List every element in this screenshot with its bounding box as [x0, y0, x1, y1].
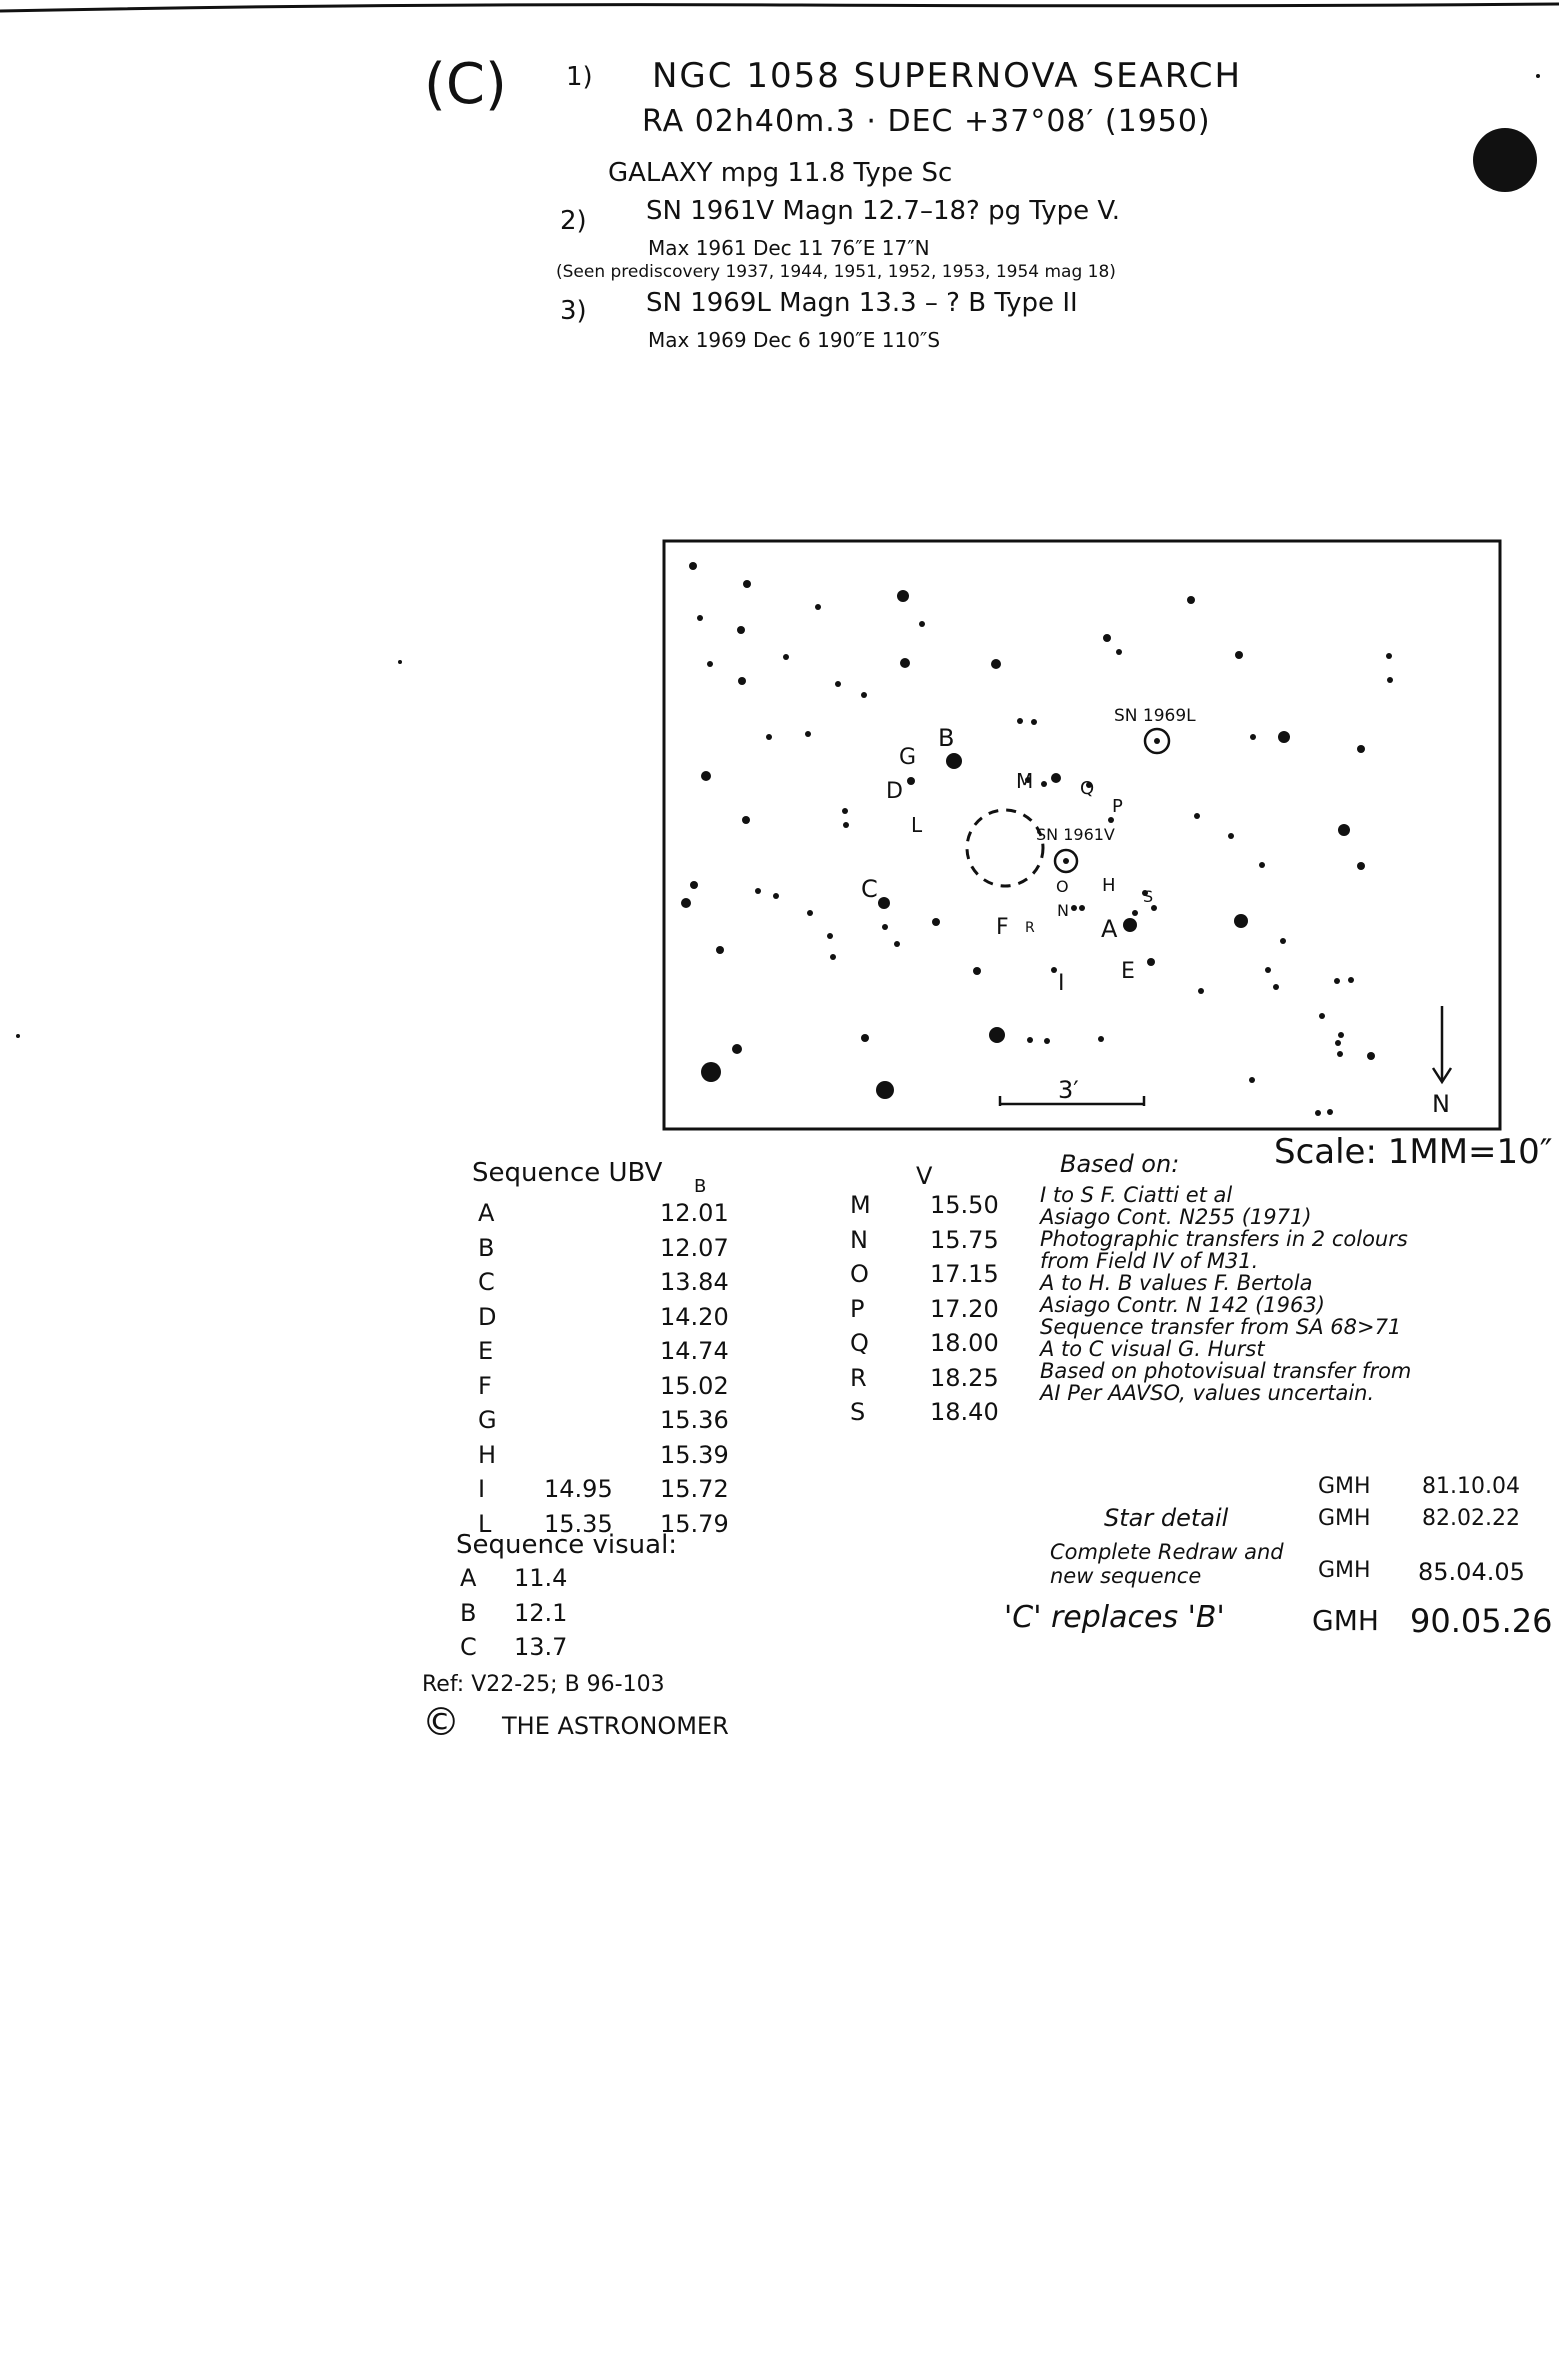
chart-star	[1249, 1077, 1255, 1083]
chart-star	[882, 924, 888, 930]
revision-3-by: GMH	[1318, 1558, 1371, 1583]
sequence-v-value: 15.50	[930, 1191, 999, 1219]
sequence-ubv-star: B	[478, 1233, 495, 1262]
chart-star	[1027, 1037, 1033, 1043]
chart-star	[897, 590, 909, 602]
sequence-visual-value: 12.1	[514, 1598, 568, 1627]
sequence-v-value: 18.25	[930, 1363, 999, 1392]
sequence-ubv-b-header: B	[694, 1176, 707, 1197]
sequence-ubv-b-value: 15.36	[660, 1406, 729, 1434]
chart-star	[932, 918, 940, 926]
chart-star	[894, 941, 900, 947]
sn1969-magnitude: SN 1969L Magn 13.3 – ? B Type II	[646, 288, 1078, 318]
chart-label-M: M	[1016, 769, 1034, 793]
chart-star	[1044, 1038, 1050, 1044]
sn1969-label: SN 1969L	[1114, 706, 1196, 726]
chart-star	[843, 822, 849, 828]
sequence-ubv-v-value	[544, 1334, 613, 1369]
chart-label-S: S	[1143, 887, 1154, 906]
chart-star	[1123, 918, 1137, 932]
chart-star	[1259, 862, 1265, 868]
sequence-ubv-b-value: 14.20	[660, 1302, 729, 1331]
chart-star	[1194, 813, 1200, 819]
revision-2-by: GMH	[1318, 1506, 1371, 1531]
based-on-line: Asiago Cont. N255 (1971)	[1040, 1205, 1312, 1229]
chart-label-O: O	[1056, 877, 1069, 896]
chart-label-C: C	[861, 875, 878, 903]
sequence-ubv-v-value	[544, 1369, 613, 1404]
chart-star	[1071, 905, 1077, 911]
chart-star	[1319, 1013, 1325, 1019]
chart-star	[1273, 984, 1279, 990]
chart-star	[697, 615, 703, 621]
chart-star	[1147, 958, 1155, 966]
sequence-v-value: 18.00	[930, 1329, 999, 1357]
sequence-v-star: O	[850, 1260, 869, 1288]
chart-star	[742, 816, 750, 824]
chart-star	[815, 604, 821, 610]
chart-star	[900, 658, 910, 668]
sequence-v-stars	[850, 1188, 871, 1430]
chart-label-I: I	[1058, 971, 1065, 996]
north-label: N	[1432, 1090, 1450, 1118]
chart-star	[766, 734, 772, 740]
sn1969-maximum: Max 1969 Dec 6 190″E 110″S	[648, 328, 941, 352]
chart-label-Q: Q	[1080, 778, 1095, 799]
sequence-visual-stars	[460, 1564, 477, 1668]
chart-star	[878, 897, 890, 909]
scale-bar-label: 3′	[1058, 1076, 1079, 1104]
sn1961-label: SN 1961V	[1036, 825, 1115, 844]
sequence-v-value: 15.75	[930, 1225, 999, 1254]
chart-star	[681, 898, 691, 908]
scale-note: Scale: 1MM=10″	[1274, 1132, 1553, 1172]
sequence-visual-star: C	[460, 1633, 477, 1661]
sequence-visual-star: B	[460, 1598, 477, 1627]
copyright-symbol: ©	[422, 1700, 460, 1744]
chart-star	[1337, 1051, 1343, 1057]
chart-star	[1108, 817, 1114, 823]
sequence-ubv-star: I	[478, 1475, 486, 1503]
sn1961-maximum: Max 1961 Dec 11 76″E 17″N	[648, 236, 930, 260]
chart-label-H: H	[1102, 875, 1116, 896]
based-on-title: Based on:	[1060, 1150, 1180, 1178]
chart-star	[1280, 938, 1286, 944]
chart-star	[1327, 1109, 1333, 1115]
sequence-ubv-b-value: 13.84	[660, 1268, 729, 1296]
chart-star	[738, 677, 746, 685]
chart-star	[1031, 719, 1037, 725]
chart-star	[1338, 1032, 1344, 1038]
sequence-ubv-v-value	[544, 1300, 613, 1335]
sequence-visual-value: 13.7	[514, 1633, 568, 1661]
sequence-v-star: N	[850, 1225, 868, 1254]
chart-star	[1357, 862, 1365, 870]
chart-star	[989, 1027, 1005, 1043]
chart-star	[807, 910, 813, 916]
based-on-line: AI Per AAVSO, values uncertain.	[1040, 1381, 1375, 1405]
chart-star	[1367, 1052, 1375, 1060]
sequence-v-value: 17.15	[930, 1260, 999, 1288]
sequence-ubv-star: G	[478, 1406, 497, 1434]
sequence-ubv-star: A	[478, 1199, 495, 1227]
chart-star	[1335, 1040, 1341, 1046]
page-speck	[16, 1034, 20, 1038]
revision-4-by: GMH	[1312, 1604, 1379, 1637]
chart-star	[1098, 1036, 1104, 1042]
chart-label-N: N	[1057, 901, 1069, 920]
sequence-v-star: S	[850, 1398, 866, 1426]
sn1969-marker-dot	[1154, 738, 1160, 744]
sequence-ubv-star: F	[478, 1371, 492, 1400]
chart-star	[1387, 677, 1393, 683]
sequence-ubv-v-value: 15.35	[544, 1509, 613, 1538]
revision-4-date: 90.05.26	[1410, 1602, 1553, 1640]
chart-star	[1187, 596, 1195, 604]
chart-star	[842, 808, 848, 814]
chart-star	[1198, 988, 1204, 994]
chart-star	[919, 621, 925, 627]
sequence-visual-star: A	[460, 1564, 477, 1592]
sequence-ubv-b-value: 15.72	[660, 1475, 729, 1503]
chart-star	[973, 967, 981, 975]
chart-star	[991, 659, 1001, 669]
chart-star	[861, 1034, 869, 1042]
sequence-visual-title: Sequence visual:	[456, 1530, 678, 1560]
sequence-ubv-v-values	[544, 1196, 613, 1541]
chart-star	[1132, 910, 1138, 916]
sequence-v-star: P	[850, 1294, 865, 1323]
sn1961-marker-dot	[1063, 858, 1069, 864]
reference: Ref: V22-25; B 96-103	[422, 1672, 665, 1697]
revision-1-by: GMH	[1318, 1474, 1371, 1499]
chart-star	[783, 654, 789, 660]
sequence-ubv-b-value: 15.39	[660, 1440, 729, 1469]
sequence-ubv-v-value: 14.95	[544, 1475, 613, 1503]
sequence-v-star: R	[850, 1363, 867, 1392]
sequence-ubv-v-value	[544, 1403, 613, 1438]
sequence-ubv-star: C	[478, 1268, 495, 1296]
sequence-ubv-star: D	[478, 1302, 497, 1331]
chart-star	[805, 731, 811, 737]
page-title: NGC 1058 SUPERNOVA SEARCH	[652, 56, 1243, 96]
based-on-line: Asiago Contr. N 142 (1963)	[1040, 1293, 1325, 1317]
chart-star	[1386, 653, 1392, 659]
galaxy-outline	[967, 810, 1043, 886]
sequence-v-header: V	[916, 1162, 933, 1190]
chart-star	[707, 661, 713, 667]
revision-2-text: Star detail	[1104, 1504, 1229, 1532]
sequence-ubv-star: H	[478, 1440, 497, 1469]
based-on-line: I to S F. Ciatti et al	[1040, 1183, 1233, 1207]
chart-star	[1017, 718, 1023, 724]
galaxy-info: GALAXY mpg 11.8 Type Sc	[608, 158, 953, 188]
chart-star	[737, 626, 745, 634]
chart-star	[1250, 734, 1256, 740]
chart-label-P: P	[1112, 796, 1123, 817]
chart-star	[907, 777, 915, 785]
based-on-line: Photographic transfers in 2 colours	[1040, 1227, 1408, 1251]
chart-star	[946, 753, 962, 769]
sequence-v-star: M	[850, 1191, 871, 1219]
sn1961-magnitude: SN 1961V Magn 12.7–18? pg Type V.	[646, 196, 1121, 226]
publisher: THE ASTRONOMER	[502, 1712, 729, 1740]
chart-label-R: R	[1025, 920, 1035, 936]
chart-star	[861, 692, 867, 698]
revision-4-text: 'C' replaces 'B'	[1004, 1600, 1225, 1635]
sequence-ubv-stars	[478, 1196, 497, 1541]
chart-star	[1079, 905, 1085, 911]
sequence-v-value: 18.40	[930, 1398, 999, 1426]
chart-star	[743, 580, 751, 588]
chart-label-L: L	[911, 813, 923, 837]
sn1961-prediscovery: (Seen prediscovery 1937, 1944, 1951, 1952, 1953, 1954 mag 18)	[556, 262, 1116, 282]
chart-star	[1228, 833, 1234, 839]
chart-star	[827, 933, 833, 939]
chart-star	[690, 881, 698, 889]
chart-star	[755, 888, 761, 894]
item-3-number: 3)	[560, 296, 587, 326]
sequence-v-star: Q	[850, 1329, 869, 1357]
chart-star	[701, 1062, 721, 1082]
chart-label-A: A	[1101, 915, 1118, 943]
chart-star	[1041, 781, 1047, 787]
sequence-ubv-b-value: 15.02	[660, 1371, 729, 1400]
sequence-ubv-title: Sequence UBV	[472, 1158, 663, 1188]
sequence-ubv-b-values	[660, 1196, 729, 1541]
sequence-v-value: 17.20	[930, 1294, 999, 1323]
sequence-ubv-b-value: 15.79	[660, 1509, 729, 1538]
sequence-visual-values	[514, 1564, 567, 1668]
revision-3-text: Complete Redraw and new sequence	[1050, 1540, 1284, 1588]
chart-label-E: E	[1121, 959, 1135, 984]
sequence-ubv-v-value	[544, 1265, 613, 1300]
chart-star	[1051, 967, 1057, 973]
sequence-ubv-star: L	[478, 1509, 492, 1538]
sequence-ubv-star: E	[478, 1337, 494, 1365]
item-1-number: 1)	[566, 62, 593, 92]
sequence-ubv-v-value	[544, 1196, 613, 1231]
sequence-ubv-b-value: 12.07	[660, 1233, 729, 1262]
based-on-notes	[1040, 1184, 1411, 1404]
chart-star	[1103, 634, 1111, 642]
sequence-v-values	[930, 1188, 999, 1430]
chart-tag: (C)	[424, 52, 507, 117]
chart-star	[1051, 773, 1061, 783]
sequence-ubv-b-value: 12.01	[660, 1199, 729, 1227]
chart-star	[1235, 651, 1243, 659]
revision-1-date: 81.10.04	[1422, 1474, 1520, 1499]
chart-star	[1278, 731, 1290, 743]
chart-label-F: F	[996, 915, 1009, 940]
chart-label-G: G	[899, 745, 917, 770]
sequence-visual-value: 11.4	[514, 1564, 568, 1592]
chart-star	[716, 946, 724, 954]
based-on-line: A to H. B values F. Bertola	[1040, 1271, 1313, 1295]
sequence-ubv-v-value	[544, 1231, 613, 1266]
chart-star	[1265, 967, 1271, 973]
chart-star	[830, 954, 836, 960]
coordinates: RA 02h40m.3 · DEC +37°08′ (1950)	[642, 104, 1211, 139]
chart-star	[1315, 1110, 1321, 1116]
revision-3-date: 85.04.05	[1418, 1558, 1525, 1586]
chart-star	[689, 562, 697, 570]
chart-star	[1116, 649, 1122, 655]
sequence-ubv-b-value: 14.74	[660, 1337, 729, 1365]
item-2-number: 2)	[560, 206, 587, 236]
chart-label-B: B	[938, 724, 955, 752]
chart-star	[701, 771, 711, 781]
page-speck	[1536, 74, 1540, 78]
chart-star	[1348, 977, 1354, 983]
chart-star	[1234, 914, 1248, 928]
sequence-ubv-v-value	[544, 1438, 613, 1473]
chart-star	[732, 1044, 742, 1054]
chart-star	[835, 681, 841, 687]
chart-label-D: D	[886, 779, 903, 804]
chart-star	[876, 1081, 894, 1099]
chart-star	[773, 893, 779, 899]
chart-star	[1357, 745, 1365, 753]
north-arrow	[1433, 1006, 1451, 1082]
page-speck	[398, 660, 402, 664]
chart-star	[1338, 824, 1350, 836]
chart-star	[1334, 978, 1340, 984]
revision-2-date: 82.02.22	[1422, 1506, 1520, 1531]
based-on-line: from Field IV of M31.	[1040, 1249, 1259, 1273]
based-on-line: Sequence transfer from SA 68>71	[1040, 1315, 1402, 1339]
based-on-line: A to C visual G. Hurst	[1040, 1337, 1265, 1361]
based-on-line: Based on photovisual transfer from	[1040, 1359, 1412, 1383]
